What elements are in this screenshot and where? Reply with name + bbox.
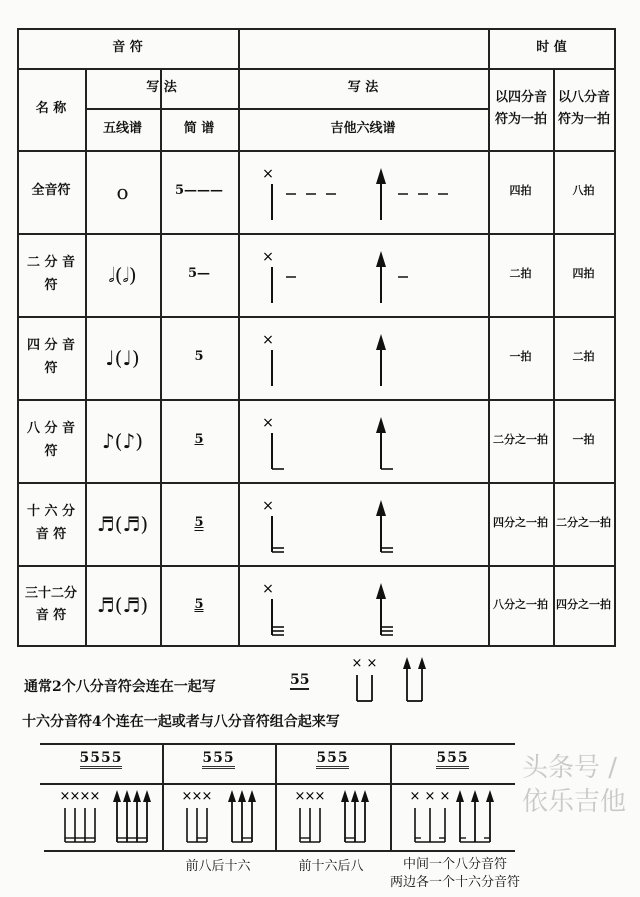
header-staff: 五线谱 xyxy=(102,120,142,136)
row-eighth: 二分之一拍 xyxy=(556,516,611,530)
svg-text:×: × xyxy=(69,789,81,804)
table-rule xyxy=(17,645,615,647)
header-quarter-beat: 以四分音符为一拍 xyxy=(494,89,547,127)
svg-text:×: × xyxy=(366,656,378,671)
guitar-tab-icon xyxy=(238,150,488,233)
group-jianpu: 555 xyxy=(316,750,348,769)
row-eighth: 四拍 xyxy=(572,267,595,281)
group-caption: 前十六后八 xyxy=(298,859,364,874)
row-eighth: 四分之一拍 xyxy=(556,597,611,611)
svg-text:×: × xyxy=(89,789,101,804)
row-jianpu: 5 xyxy=(194,349,204,365)
row-staff: 𝅗𝅥(𝅗𝅥) xyxy=(108,262,137,287)
svg-text:×: × xyxy=(262,498,274,514)
guitar-tab-icon xyxy=(238,399,488,482)
header-guitar-tab: 吉他六线谱 xyxy=(330,120,396,136)
table-rule xyxy=(614,28,616,647)
row-quarter: 二分之一拍 xyxy=(493,433,548,447)
row-jianpu: 5 xyxy=(194,432,204,448)
group-jianpu: 555 xyxy=(202,750,234,769)
svg-text:×: × xyxy=(351,656,363,671)
row-staff: o xyxy=(116,179,129,204)
row-name: 全音符 xyxy=(31,183,71,199)
guitar-tab-icon xyxy=(238,565,488,645)
header-name: 名 称 xyxy=(35,100,67,116)
group-caption: 中间一个八分音符 两边各一个十六分音符 xyxy=(389,857,520,890)
note-line-1-jianpu: 55 xyxy=(290,672,310,688)
svg-text:×: × xyxy=(262,166,274,182)
guitar-tab-icon xyxy=(238,482,488,565)
svg-text:×: × xyxy=(79,789,91,804)
svg-text:×: × xyxy=(262,415,274,431)
row-staff: ♬(♬) xyxy=(96,511,149,536)
row-staff: ♬(♬) xyxy=(96,593,149,617)
row-name: 四 分 音 符 xyxy=(26,338,76,376)
row-eighth: 二拍 xyxy=(572,350,595,364)
group-tab-icon xyxy=(177,790,290,850)
svg-text:×: × xyxy=(424,789,436,804)
row-quarter: 二拍 xyxy=(509,267,532,281)
guitar-tab-icon xyxy=(238,233,488,316)
svg-text:×: × xyxy=(201,789,213,804)
group-tab-icon xyxy=(55,790,177,850)
svg-text:×: × xyxy=(262,581,274,597)
svg-text:×: × xyxy=(409,789,421,804)
header-writing: 写 法 xyxy=(146,79,177,95)
header-writing-guitar: 写 法 xyxy=(347,79,379,95)
row-quarter: 一拍 xyxy=(509,350,532,364)
row-quarter: 八分之一拍 xyxy=(493,597,548,611)
row-jianpu: 5 xyxy=(194,596,204,612)
header-eighth-beat: 以八分音符为一拍 xyxy=(557,89,610,127)
group-tab-icon xyxy=(290,790,405,850)
group-jianpu: 5555 xyxy=(80,750,123,769)
row-jianpu: 5——— xyxy=(174,183,224,199)
row-name: 二 分 音 符 xyxy=(26,255,76,293)
svg-text:×: × xyxy=(181,789,193,804)
eighth-pair-tab-icon xyxy=(340,655,440,705)
svg-text:×: × xyxy=(59,789,71,804)
row-name: 三十二分 音 符 xyxy=(25,585,78,623)
row-quarter: 四拍 xyxy=(509,184,532,198)
group-tab-icon xyxy=(405,790,530,850)
row-staff: ♩(♩) xyxy=(105,345,140,370)
group-caption: 前八后十六 xyxy=(185,859,251,874)
svg-text:×: × xyxy=(262,332,274,348)
row-eighth: 八拍 xyxy=(572,184,595,198)
header-duration: 时 值 xyxy=(536,39,567,55)
note-line-2: 十六分音符4个连在一起或者与八分音符组合起来写 xyxy=(22,714,340,730)
svg-text:×: × xyxy=(439,789,451,804)
group-jianpu: 555 xyxy=(436,750,468,769)
row-jianpu: 5 xyxy=(194,515,204,531)
header-note: 音 符 xyxy=(112,39,143,55)
header-jianpu: 简 谱 xyxy=(183,120,215,136)
svg-text:×: × xyxy=(314,789,326,804)
row-eighth: 一拍 xyxy=(572,433,595,447)
row-jianpu: 5— xyxy=(187,266,211,282)
svg-text:×: × xyxy=(294,789,306,804)
row-quarter: 四分之一拍 xyxy=(493,516,548,530)
row-name: 十 六 分 音 符 xyxy=(26,504,76,542)
note-line-1: 通常2个八分音符会连在一起写 xyxy=(24,679,216,695)
svg-text:×: × xyxy=(304,789,316,804)
guitar-tab-icon xyxy=(238,316,488,399)
svg-text:×: × xyxy=(262,249,274,265)
row-staff: ♪(♪) xyxy=(101,428,144,453)
row-name: 八 分 音 符 xyxy=(26,421,76,459)
svg-text:×: × xyxy=(191,789,203,804)
watermark: 头条号 / 依乐吉他 xyxy=(522,753,627,817)
